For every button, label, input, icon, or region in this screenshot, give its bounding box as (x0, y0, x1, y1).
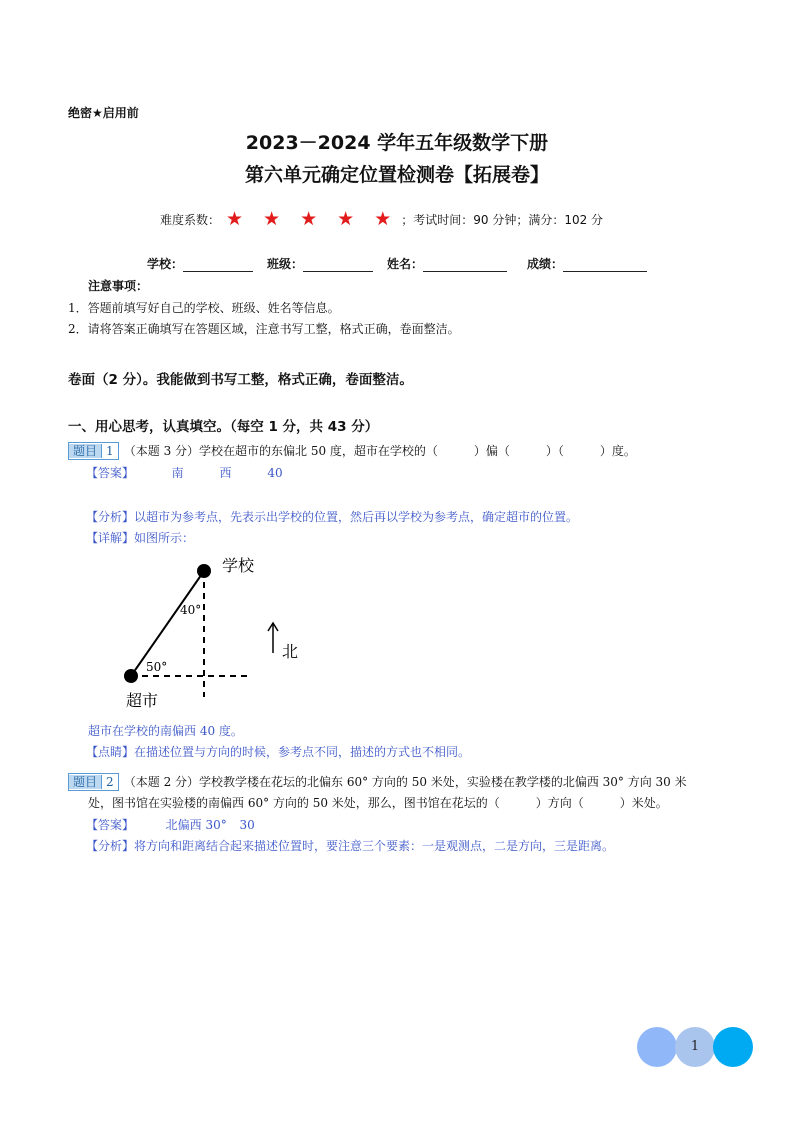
school-label: 学校： (147, 257, 184, 271)
analysis-1: 【分析】以超市为参考点，先表示出学校的位置，然后再以学校为参考点，确定超市的位置。 (86, 510, 579, 524)
difficulty-label: 难度系数： (160, 213, 221, 227)
market-point (124, 669, 138, 683)
star-icon: ★ (337, 208, 355, 230)
class-label: 班级： (267, 257, 304, 271)
answer-1 (86, 464, 283, 481)
question-text-cont: 处，图书馆在实验楼的南偏西 60° 方向的 50 米处，那么，图书馆在花坛的（ ）方向（ ）米处。 (88, 796, 668, 810)
market-label: 超市 (126, 691, 159, 710)
name-field (387, 255, 507, 272)
star-icon: ★ (263, 208, 281, 230)
answer-2 (86, 816, 255, 833)
exam-subtitle: 第六单元确定位置检测卷【拓展卷】 (244, 164, 549, 186)
question-text: （本题 3 分）学校在超市的东偏北 50 度，超市在学校的（ ）偏（ ）（ ）度。 (123, 444, 636, 458)
name-label: 姓名： (387, 257, 424, 271)
question-number: 2 (101, 775, 118, 789)
tip-1: 【点睛】在描述位置与方向的时候，参考点不同，描述的方式也不相同。 (86, 745, 471, 759)
score-blank[interactable] (563, 259, 647, 272)
student-info-row (147, 255, 661, 272)
notes-title: 注意事项： (88, 279, 149, 293)
school-field (147, 255, 253, 272)
note-item: 1．答题前填写好自己的学校、班级、姓名等信息。 (68, 301, 340, 315)
neatness-statement: 卷面（2 分）。我能做到书写工整，格式正确，卷面整洁。 (68, 372, 413, 388)
page-number: 1 (690, 1039, 700, 1054)
page-circle (713, 1027, 753, 1067)
class-field (267, 255, 373, 272)
secret-label: 绝密★启用前 (68, 106, 139, 120)
question-tag (68, 442, 119, 460)
angle-50-label: 50° (146, 660, 168, 674)
star-icon: ★ (226, 208, 244, 230)
class-blank[interactable] (303, 259, 373, 272)
score-label: 成绩： (527, 257, 564, 271)
question-tag (68, 773, 119, 791)
school-label: 学校 (222, 556, 255, 575)
name-blank[interactable] (423, 259, 507, 272)
detail-1: 【详解】如图所示： (86, 531, 195, 545)
answer-value: 南 (171, 466, 184, 480)
answer-value: 30 (239, 818, 255, 832)
school-blank[interactable] (183, 259, 253, 272)
page-indicator (637, 1027, 752, 1067)
question-tag-label: 题目 (69, 444, 101, 458)
section-heading: 一、用心思考，认真填空。（每空 1 分，共 43 分） (68, 419, 379, 435)
exam-info: ；考试时间：90 分钟；满分：102 分 (401, 213, 604, 227)
question-number: 1 (101, 444, 118, 458)
question-2 (68, 771, 687, 791)
question-text: （本题 2 分）学校教学楼在花坛的北偏东 60° 方向的 50 米处，实验楼在教学楼的北偏西 30° 方向 30 米 (123, 775, 687, 789)
direction-diagram (110, 551, 310, 711)
analysis-2: 【分析】将方向和距离结合起来描述位置时，要注意三个要素：一是观测点，二是方向，三是距离。 (86, 839, 615, 853)
page-circle (637, 1027, 677, 1067)
angle-40-label: 40° (180, 603, 202, 617)
star-icon: ★ (300, 208, 318, 230)
score-field (527, 255, 647, 272)
exam-title: 2023－2024 学年五年级数学下册 (245, 132, 549, 154)
answer-value: 40 (267, 466, 283, 480)
north-label: 北 (282, 642, 299, 661)
answer-label: 【答案】 (86, 466, 135, 480)
note-item: 2．请将答案正确填写在答题区域，注意书写工整，格式正确，卷面整洁。 (68, 322, 460, 336)
answer-label: 【答案】 (86, 818, 135, 832)
star-icon: ★ (374, 208, 392, 230)
school-point (197, 564, 211, 578)
question-1 (68, 440, 636, 460)
question-tag-label: 题目 (69, 775, 101, 789)
school-market-line (131, 571, 204, 676)
answer-value: 西 (219, 466, 232, 480)
result-1: 超市在学校的南偏西 40 度。 (88, 724, 243, 738)
answer-value: 北偏西 30° (165, 818, 227, 832)
difficulty-row (160, 210, 603, 229)
difficulty-stars (226, 210, 391, 229)
